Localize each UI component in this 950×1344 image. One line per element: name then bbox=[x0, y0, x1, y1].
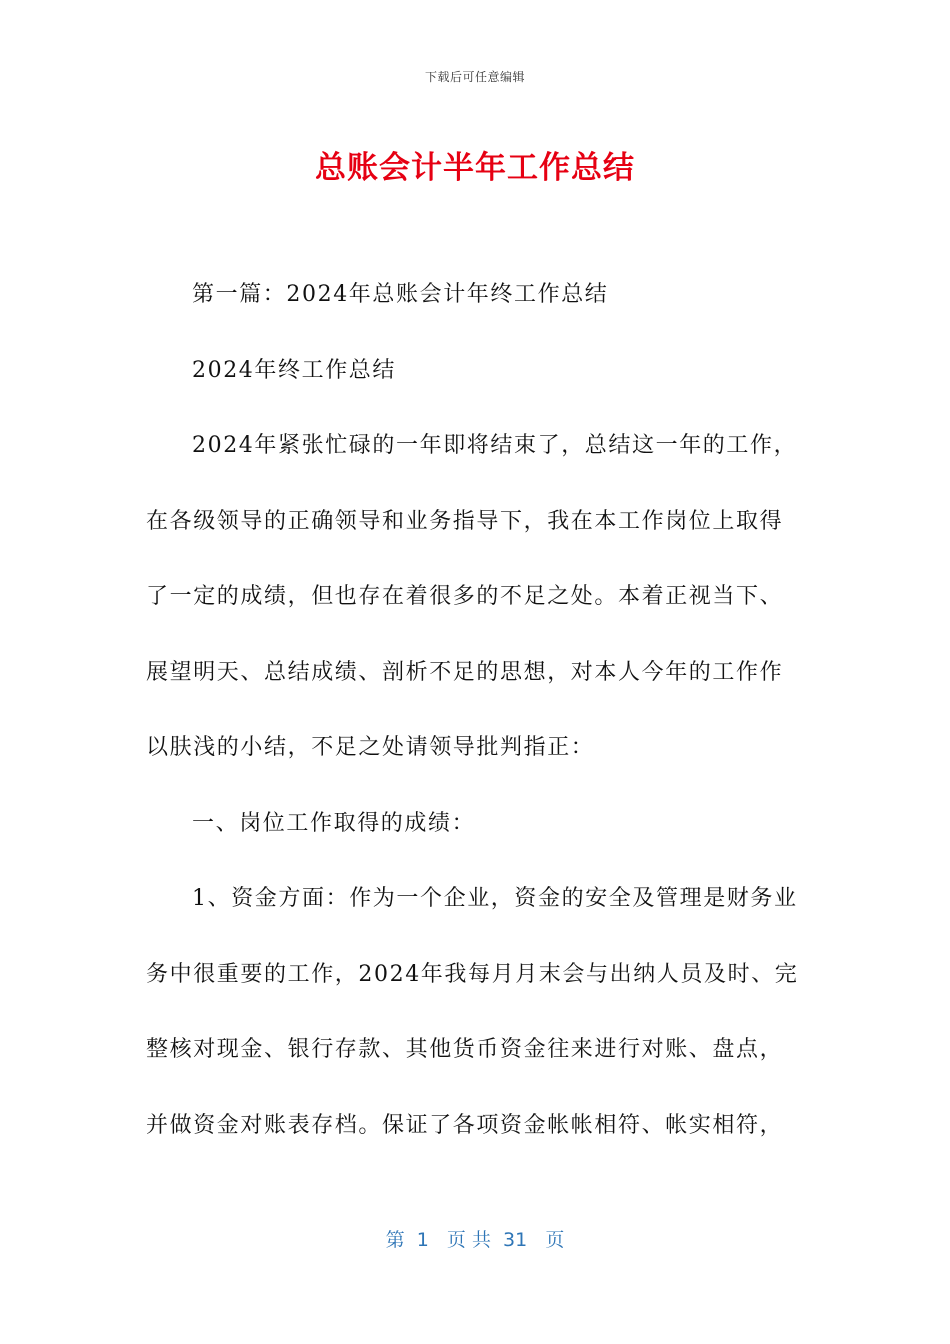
body-line: 以肤浅的小结，不足之处请领导批判指正： bbox=[146, 735, 595, 760]
body-line: 一、岗位工作取得的成绩： bbox=[192, 810, 476, 836]
body-line: 整核对现金、银行存款、其他货币资金往来进行对账、盘点， bbox=[146, 1037, 784, 1062]
body-line: 2024年终工作总结 bbox=[192, 357, 396, 383]
header-note: 下载后可任意编辑 bbox=[424, 70, 525, 84]
document-body bbox=[146, 270, 806, 1176]
body-line: 了一定的成绩，但也存在着很多的不足之处。本着正视当下、 bbox=[146, 584, 784, 609]
body-line: 在各级领导的正确领导和业务指导下，我在本工作岗位上取得 bbox=[146, 508, 784, 534]
page-indicator: 第 1 页 共 31 页 bbox=[385, 1229, 565, 1251]
body-line: 2024年紧张忙碌的一年即将结束了，总结这一年的工作， bbox=[192, 433, 798, 458]
body-line: 务中很重要的工作，2024年我每月月末会与出纳人员及时、完 bbox=[146, 961, 799, 987]
body-line: 并做资金对账表存档。保证了各项资金帐帐相符、帐实相符， bbox=[146, 1112, 784, 1138]
body-line: 第一篇：2024年总账会计年终工作总结 bbox=[192, 282, 609, 307]
document-title: 总账会计半年工作总结 bbox=[315, 150, 635, 186]
body-line: 展望明天、总结成绩、剖析不足的思想，对本人今年的工作作 bbox=[146, 659, 784, 685]
body-line: 1、资金方面：作为一个企业，资金的安全及管理是财务业 bbox=[192, 886, 798, 911]
